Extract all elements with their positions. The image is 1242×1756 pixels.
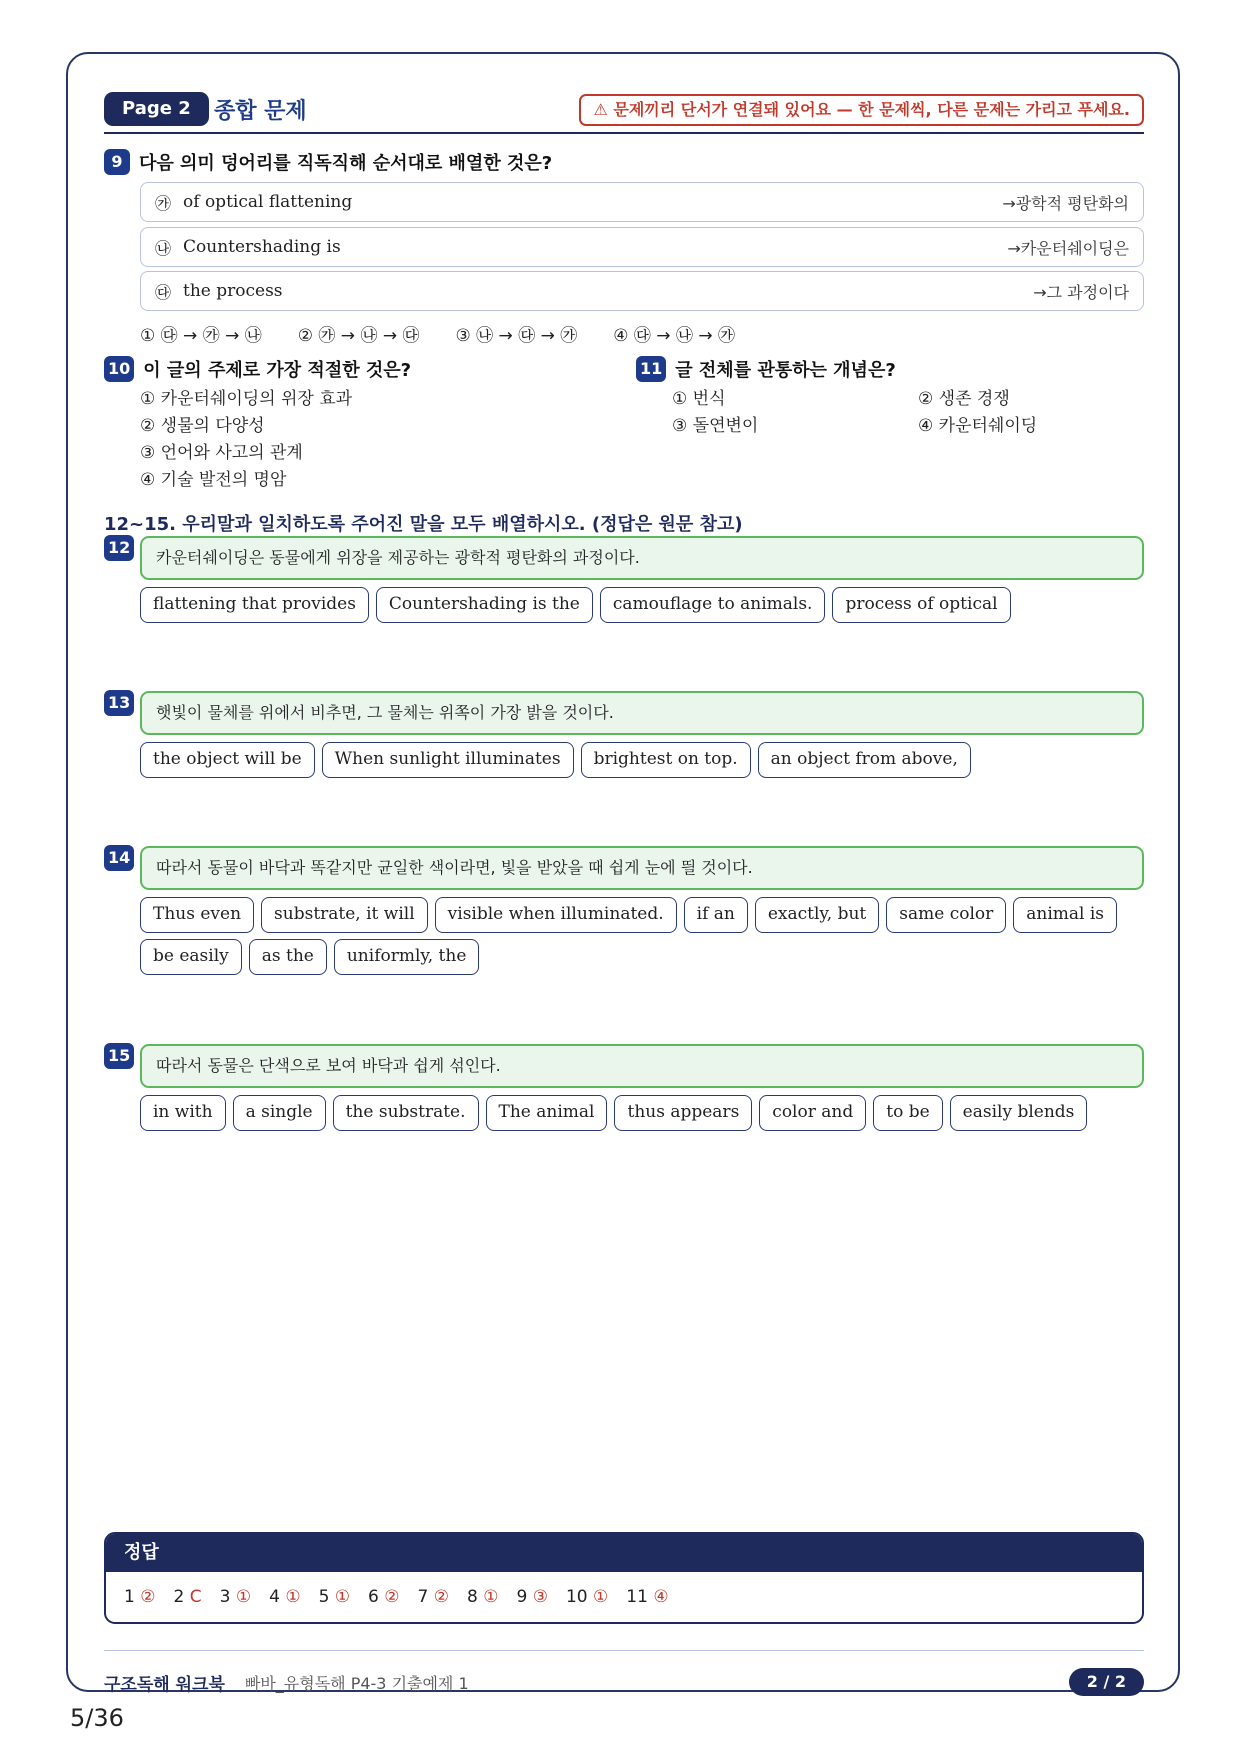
word-token[interactable]: in with [140,1095,226,1131]
answer-choice: ② [384,1587,400,1607]
option-3[interactable]: ③ ㉯ → ㉰ → ㉮ [455,326,578,346]
option-1[interactable]: ① ㉰ → ㉮ → ㉯ [140,326,262,346]
answer-item [269,1587,300,1607]
chunk-korean: →그 과정이다 [1033,282,1129,302]
word-token[interactable]: When sunlight illuminates [322,742,574,778]
answer-question-number: 7 [417,1587,434,1607]
chunk-english: the process [183,281,283,301]
answer-item [368,1587,399,1607]
page-number-badge: 2 / 2 [1069,1668,1144,1696]
option-2[interactable]: ② 생물의 다양성 [140,416,265,436]
word-token[interactable]: Thus even [140,897,254,933]
word-token-bank [140,587,1144,623]
word-token[interactable]: the substrate. [333,1095,479,1131]
answer-question-number: 9 [516,1587,533,1607]
word-token[interactable]: a single [233,1095,326,1131]
korean-sentence-box: 따라서 동물이 바닥과 똑같지만 균일한 색이라면, 빛을 받았을 때 쉽게 눈에 띌 것이다. [140,846,1144,890]
answer-choice: ① [235,1587,252,1607]
option-4[interactable]: ④ 카운터쉐이딩 [918,416,1038,436]
answer-question-number: 5 [318,1587,335,1607]
word-token[interactable]: substrate, it will [261,897,428,933]
answer-choice: ① [334,1587,351,1607]
question-number-badge: 9 [104,149,130,175]
word-token-bank [140,1095,1144,1131]
option-1[interactable]: ① 카운터쉐이딩의 위장 효과 [140,389,353,409]
answer-item [319,1587,350,1607]
answer-question-number: 4 [269,1587,286,1607]
answer-item [467,1587,498,1607]
word-token[interactable]: visible when illuminated. [435,897,677,933]
answer-choice: ④ [653,1587,669,1607]
question-text: 다음 의미 덩어리를 직독직해 순서대로 배열한 것은? [139,153,553,174]
word-token[interactable]: Countershading is the [376,587,593,623]
question-number-badge: 10 [104,356,134,382]
word-token[interactable]: animal is [1013,897,1117,933]
answer-item [173,1587,201,1607]
answer-question-number: 2 [173,1587,190,1607]
answer-item [517,1587,548,1607]
answer-key-header: 정답 [106,1534,1142,1572]
answer-item [220,1587,251,1607]
answer-item [124,1587,155,1607]
word-token[interactable]: the object will be [140,742,315,778]
answer-choice: ② [433,1587,450,1607]
chunk-mark: ㉯ [155,238,172,258]
chunk-english: of optical flattening [183,192,353,212]
answer-question-number: 8 [467,1587,484,1607]
answer-key-row [106,1572,1142,1622]
word-token[interactable]: easily blends [950,1095,1088,1131]
chunk-korean: →카운터쉐이딩은 [1007,238,1129,258]
answer-choice: ① [285,1587,301,1607]
answer-choice: ③ [532,1587,548,1607]
question-9-options [140,321,735,346]
question-text: 글 전체를 관통하는 개념은? [675,360,896,381]
header-divider [104,132,1144,134]
word-token[interactable]: process of optical [832,587,1010,623]
answer-choice: ② [140,1587,156,1607]
chunk-row [140,271,1144,311]
chunk-row [140,227,1144,267]
option-2[interactable]: ② ㉮ → ㉯ → ㉰ [297,326,420,346]
word-token[interactable]: thus appears [614,1095,752,1131]
option-2[interactable]: ② 생존 경쟁 [918,389,1010,409]
chunk-row [140,182,1144,222]
question-9-title [104,149,552,175]
question-text: 이 글의 주제로 가장 적절한 것은? [143,360,412,381]
page-label-pill: Page 2 [104,92,209,126]
answer-choice: C [189,1587,202,1607]
question-11-options-left [672,386,758,440]
footer-brand: 구조독해 워크북 [104,1675,225,1695]
option-1[interactable]: ① 번식 [672,389,726,409]
chunk-korean: →광학적 평탄화의 [1002,193,1129,213]
option-3[interactable]: ③ 돌연변이 [672,416,759,436]
word-token[interactable]: to be [873,1095,942,1131]
answer-item [566,1587,608,1607]
answer-question-number: 10 [565,1587,594,1607]
option-4[interactable]: ④ 기술 발전의 명암 [140,470,287,490]
question-10-title [104,356,411,382]
section-instruction: 12~15. 우리말과 일치하도록 주어진 말을 모두 배열하시오. (정답은 원문 참고) [104,514,743,535]
word-token[interactable]: uniformly, the [334,939,480,975]
question-11-options-right [918,386,1037,440]
word-token[interactable]: color and [759,1095,866,1131]
word-token[interactable]: brightest on top. [581,742,751,778]
footer-subtitle: 빠바_유형독해 P4-3 기출예제 1 [244,1674,469,1693]
answer-question-number: 6 [368,1587,385,1607]
answer-item [626,1587,668,1607]
answer-choice: ① [593,1587,609,1607]
word-token[interactable]: same color [886,897,1006,933]
question-11-title [636,356,896,382]
word-token[interactable]: an object from above, [758,742,971,778]
question-number-badge: 12 [104,535,134,561]
korean-sentence-box: 따라서 동물은 단색으로 보여 바닥과 쉽게 섞인다. [140,1044,1144,1088]
word-token[interactable]: The animal [486,1095,608,1131]
question-number-badge: 13 [104,690,134,716]
question-10-options [140,386,352,494]
word-token-bank [140,742,1144,778]
word-token[interactable]: exactly, but [755,897,879,933]
word-token[interactable]: flattening that provides [140,587,369,623]
word-token[interactable]: be easily [140,939,242,975]
word-token[interactable]: if an [684,897,748,933]
word-token[interactable]: as the [249,939,327,975]
chunk-mark: ㉰ [155,282,172,302]
korean-sentence-box: 카운터쉐이딩은 동물에게 위장을 제공하는 광학적 평탄화의 과정이다. [140,536,1144,580]
word-token[interactable]: camouflage to animals. [600,587,826,623]
worksheet-content [104,92,1144,1695]
answer-choice: ① [483,1587,499,1607]
word-token-bank [140,897,1144,975]
footer-divider [104,1650,1144,1651]
option-4[interactable]: ④ ㉰ → ㉯ → ㉮ [613,326,735,346]
chunk-mark: ㉮ [155,193,172,213]
question-number-badge: 15 [104,1043,134,1069]
worksheet-page [66,52,1180,1695]
page-header [104,92,1144,132]
option-3[interactable]: ③ 언어와 사고의 관계 [140,443,303,463]
document-page-count: 5/36 [70,1704,124,1732]
korean-sentence-box: 햇빛이 물체를 위에서 비추면, 그 물체는 위쪽이 가장 밝을 것이다. [140,691,1144,735]
answer-key-box [104,1532,1144,1624]
page-title: 종합 문제 [214,99,307,124]
answer-question-number: 3 [219,1587,236,1607]
footer [104,1670,469,1695]
question-number-badge: 14 [104,845,134,871]
answer-item [418,1587,449,1607]
chunk-english: Countershading is [183,237,341,257]
question-number-badge: 11 [636,356,666,382]
warning-banner: ⚠ 문제끼리 단서가 연결돼 있어요 — 한 문제씩, 다른 문제는 가리고 푸세요. [579,94,1144,126]
answer-question-number: 11 [626,1587,654,1607]
answer-question-number: 1 [124,1587,141,1607]
